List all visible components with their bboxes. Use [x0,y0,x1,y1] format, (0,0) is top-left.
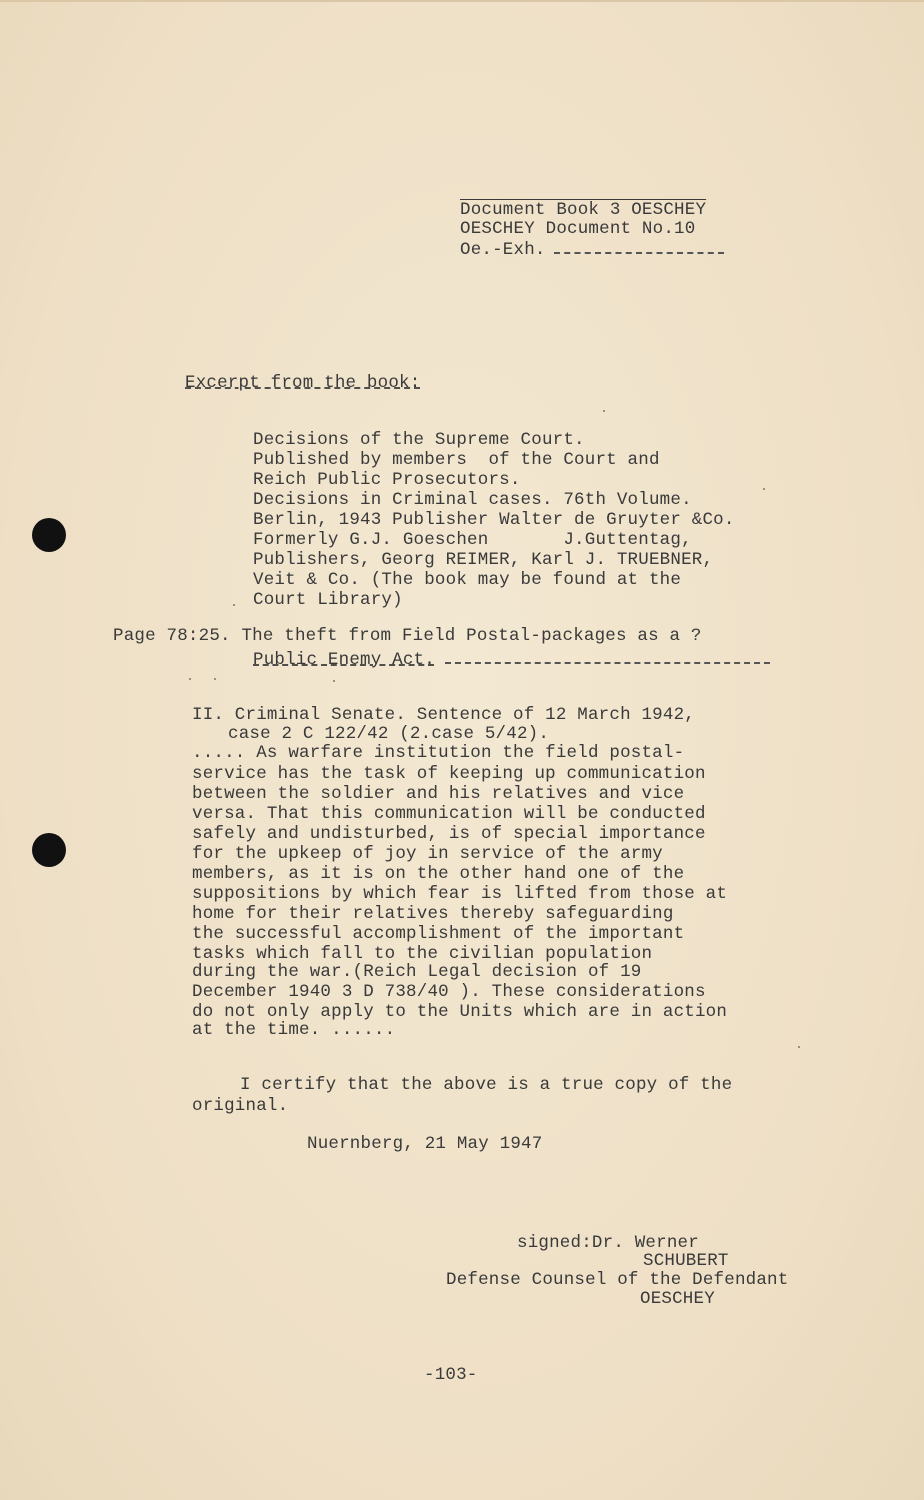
body-line-15: December 1940 3 D 738/40 ). These considerations [192,982,706,1002]
page-reference-title: The theft from Field Postal-packages as a ? [241,626,702,646]
citation-line-7: Publishers, Georg REIMER, Karl J. TRUEBNER, [253,550,714,570]
signature-line-4: OESCHEY [640,1289,715,1309]
body-line-13: tasks which fall to the civilian population [192,944,653,964]
exhibit-label: Oe.-Exh. [460,240,546,260]
page-reference-label: Page 78:25. [113,626,231,646]
certification-line-1: I certify that the above is a true copy of the [240,1075,733,1095]
paper-speck [214,678,216,680]
page-reference-title-2 [253,648,770,670]
paper-speck [798,1046,800,1048]
punch-hole-bottom [32,833,66,867]
body-line-1: II. Criminal Senate. Sentence of 12 March 1942, [192,705,695,725]
body-line-7: safely and undisturbed, is of special importance [192,824,706,844]
body-line-17: at the time. ...... [192,1020,396,1040]
paper-speck [603,410,605,412]
citation-line-8: Veit & Co. (The book may be found at the [253,570,682,590]
body-line-14: during the war.(Reich Legal decision of 19 [192,962,642,982]
punch-hole-top [32,518,66,552]
body-line-10: suppositions by which fear is lifted from those at [192,884,728,904]
exhibit-blank [554,238,724,254]
signature-line-2: SCHUBERT [643,1251,729,1271]
signature-line-1: signed:Dr. Werner [517,1233,699,1253]
body-line-3: ..... As warfare institution the field postal- [192,743,685,763]
body-line-12: the successful accomplishment of the important [192,924,685,944]
certification-line-2: original. [192,1096,289,1116]
body-line-9: members, as it is on the other hand one of the [192,864,685,884]
body-line-6: versa. That this communication will be conducted [192,804,706,824]
page-number: -103- [424,1365,478,1385]
citation-line-2: Published by members of the Court and [253,450,660,470]
paper-speck [333,680,335,682]
body-line-16: do not only apply to the Units which are in action [192,1002,728,1022]
citation-line-4: Decisions in Criminal cases. 76th Volume. [253,490,692,510]
doc-book-line: Document Book 3 OESCHEY [460,200,707,220]
doc-number-line: OESCHEY Document No.10 [460,219,696,239]
body-line-4: service has the task of keeping up communication [192,764,706,784]
paper-speck [763,488,765,490]
page-reference-line [113,626,702,646]
body-line-2: case 2 C 122/42 (2.case 5/42). [228,724,550,744]
paper-speck [233,604,235,606]
body-line-5: between the soldier and his relatives and vice [192,784,685,804]
title-blank [445,648,770,664]
citation-line-9: Court Library) [253,590,403,610]
citation-line-6: Formerly G.J. Goeschen J.Guttentag, [253,530,692,550]
signature-line-3: Defense Counsel of the Defendant [446,1270,789,1290]
excerpt-heading: Excerpt from the book: [185,373,421,393]
page-reference-subtitle: Public Enemy Act. [253,650,435,670]
citation-line-5: Berlin, 1943 Publisher Walter de Gruyter &Co. [253,510,735,530]
exhibit-line [460,238,724,260]
body-line-8: for the upkeep of joy in service of the army [192,844,663,864]
place-date: Nuernberg, 21 May 1947 [307,1134,543,1154]
page-edge [0,0,924,2]
body-line-11: home for their relatives thereby safeguarding [192,904,674,924]
paper-speck [189,678,191,680]
citation-line-1: Decisions of the Supreme Court. [253,430,585,450]
citation-line-3: Reich Public Prosecutors. [253,470,521,490]
